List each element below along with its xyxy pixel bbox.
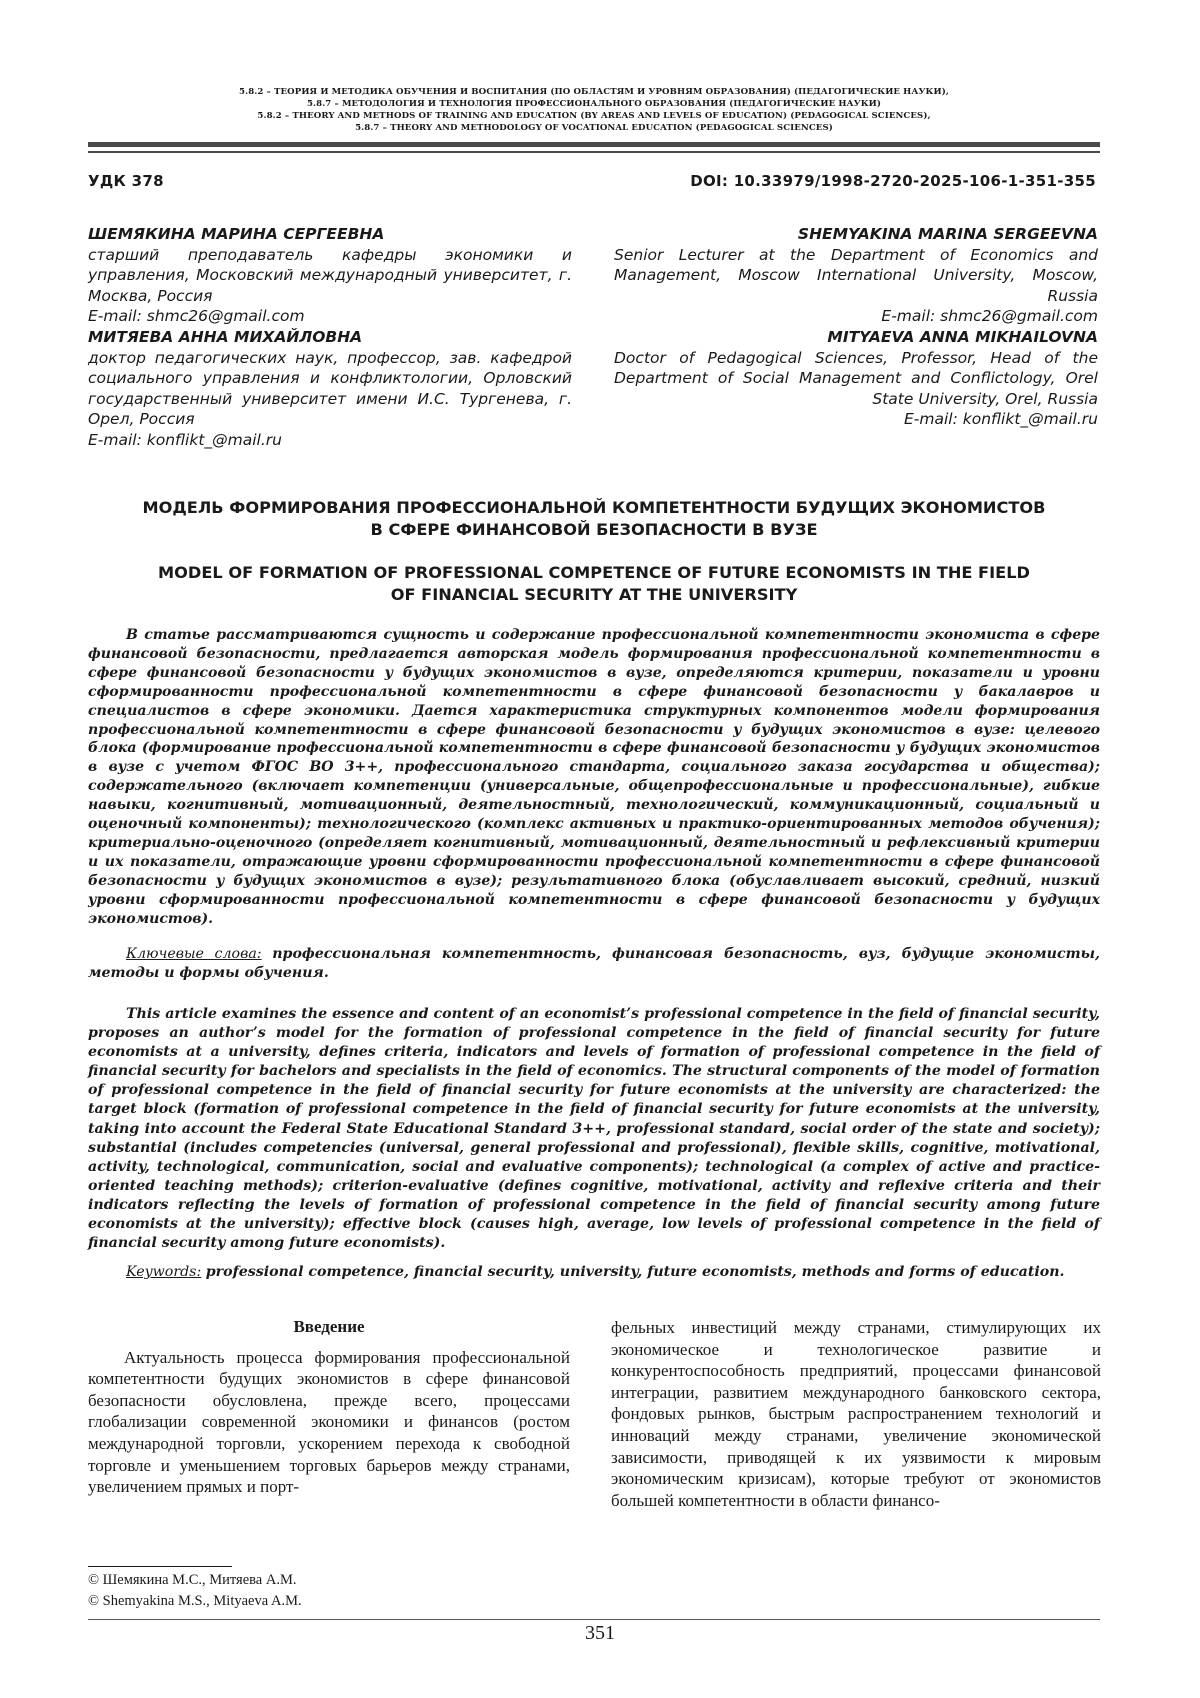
keywords-label: Ключевые слова: xyxy=(126,946,262,962)
author-email[interactable]: E-mail: shmc26@gmail.com xyxy=(88,307,305,326)
rubric-line: 5.8.2 – ТЕОРИЯ И МЕТОДИКА ОБУЧЕНИЯ И ВОСПИТАНИЯ (ПО ОБЛАСТЯМ И УРОВНЯМ ОБРАЗОВАНИЯ) (ПЕДАГОГИЧЕСКИЕ НАУКИ), xyxy=(239,87,949,97)
rubric-line: 5.8.7 – МЕТОДОЛОГИЯ И ТЕХНОЛОГИЯ ПРОФЕССИОНАЛЬНОГО ОБРАЗОВАНИЯ (ПЕДАГОГИЧЕСКИЕ НАУКИ) xyxy=(306,99,882,109)
author-affiliation: Doctor of Pedagogical Sciences, Professor, Head of the Department of Social Management and Conflictology, Orel State University, Orel, Russia xyxy=(614,348,1098,408)
page-number: 351 xyxy=(585,1622,615,1644)
author-email[interactable]: E-mail: konflikt_@mail.ru xyxy=(904,410,1098,429)
keywords-en xyxy=(88,1263,1100,1282)
author-affiliation: доктор педагогических наук, профессор, зав. кафедрой социального управления и конфликтологии, Орловский государственный университет имени И.С. Тургенева, г. Орел, Россия xyxy=(88,348,572,429)
body-column-right xyxy=(611,1317,1101,1511)
rubric-line: 5.8.7 – THEORY AND METHODOLOGY OF VOCATIONAL EDUCATION (PEDAGOGICAL SCIENCES) xyxy=(355,123,833,133)
header-rule-thick xyxy=(88,142,1100,147)
keywords-label: Keywords: xyxy=(126,1264,202,1280)
author-email[interactable]: E-mail: shmc26@gmail.com xyxy=(881,307,1098,326)
body-paragraph: Актуальность процесса формирования профессиональной компетентности будущих экономистов в сфере финансовой безопасности обусловлена, прежде всего, процессами глобализации современной экономики и финансов (ростом международной торговли, ускорением перехода к свободной торговле и уменьшением торговых барьеров между странами, увеличением прямых и порт- xyxy=(88,1347,570,1497)
doi-link[interactable]: DOI: 10.33979/1998-2720-2025-106-1-351-355 xyxy=(690,172,1096,190)
author-affiliation: Senior Lecturer at the Department of Economics and Management, Moscow International University, Moscow, Russia xyxy=(614,245,1098,305)
header-rule-thin xyxy=(88,151,1100,153)
keywords-ru xyxy=(88,945,1100,983)
udk-code: УДК 378 xyxy=(88,172,164,190)
keywords-value: профессиональная компетентность, финансовая безопасность, вуз, будущие экономисты, методы и формы обучения. xyxy=(88,946,1100,981)
rubric-header xyxy=(88,86,1100,134)
copyright-en: © Shemyakina M.S., Mityaeva A.M. xyxy=(88,1593,302,1609)
body-column-left xyxy=(88,1316,570,1498)
title-line: MODEL OF FORMATION OF PROFESSIONAL COMPETENCE OF FUTURE ECONOMISTS IN THE FIELD xyxy=(158,563,1030,582)
authors-en xyxy=(614,224,1098,430)
article-title-en xyxy=(88,562,1100,606)
footnote-rule xyxy=(88,1566,232,1567)
article-title-ru xyxy=(88,497,1100,541)
author-affiliation: старший преподаватель кафедры экономики и управления, Московский международный университет, г. Москва, Россия xyxy=(88,245,572,305)
author-name: МИТЯЕВА АННА МИХАЙЛОВНА xyxy=(88,327,363,346)
authors-ru xyxy=(88,224,572,451)
copyright-ru: © Шемякина М.С., Митяева А.М. xyxy=(88,1572,297,1588)
author-email[interactable]: E-mail: konflikt_@mail.ru xyxy=(88,430,282,449)
section-heading: Введение xyxy=(293,1317,365,1336)
abstract-en: This article examines the essence and content of an economist’s professional competence in the field of financial security, proposes an author’s model for the formation of professional competence in the field of financial security for future economists at a university, defines criteria, indicators and levels of formation of professional competence in the field of financial security for bachelors and specialists in the field of economics. The structural components of the model of formation of professional competence in the field of financial security for future economists at the university are characterized: the target block (formation of professional competence in the field of financial security for future economists at the university, taking into account the Federal State Educational Standard 3++, professional standard, social order of the state and society); substantial (includes competencies (universal, general professional and professional), flexible skills, cognitive, motivational, activity, technological, communication, social and evaluative components); technological (a complex of active and practice-oriented teaching methods); criterion-evaluative (defines cognitive, motivational, activity and reflexive criteria and their indicators reflecting the levels of formation of professional competence in the field of financial security among future economists at the university); effective block (causes high, average, low levels of professional competence in the field of financial security among future economists). xyxy=(88,1006,1100,1252)
title-line: В СФЕРЕ ФИНАНСОВОЙ БЕЗОПАСНОСТИ В ВУЗЕ xyxy=(370,520,818,539)
abstract-ru: В статье рассматриваются сущность и содержание профессиональной компетентности экономиста в сфере финансовой безопасности, предлагается авторская модель формирования профессиональной компетентности в сфере финансовой безопасности у будущих экономистов в вузе, определяются критерии, показатели и уровни сформированности профессиональной компетентности в сфере финансовой безопасности у бакалавров и специалистов в сфере экономики. Дается характеристика структурных компонентов модели формирования профессиональной компетентности в сфере финансовой безопасности у будущих экономистов в вузе: целевого блока (формирование профессиональной компетентности в сфере финансовой безопасности у будущих экономистов в вузе с учетом ФГОС ВО 3++, профессионального стандарта, социального заказа государства и общества); содержательного (включает компетенции (универсальные, общепрофессиональные и профессиональные), гибкие навыки, когнитивный, мотивационный, деятельностный, технологический, коммуникационный, социальный и оценочный компоненты); технологического (комплекс активных и практико-ориентированных методов обучения); критериально-оценочного (определяет когнитивный, мотивационный, деятельностный и рефлексивный критерии и их показатели, отражающие уровни сформированности профессиональной компетентности в сфере финансовой безопасности у будущих экономистов в вузе); результативного блока (обуславливает высокий, средний, низкий уровни сформированности профессиональной компетентности в сфере финансовой безопасности у будущих экономистов). xyxy=(88,627,1100,927)
title-line: МОДЕЛЬ ФОРМИРОВАНИЯ ПРОФЕССИОНАЛЬНОЙ КОМПЕТЕНТНОСТИ БУДУЩИХ ЭКОНОМИСТОВ xyxy=(142,498,1046,517)
author-name: SHEMYAKINA MARINA SERGEEVNA xyxy=(797,225,1098,243)
keywords-value: professional competence, financial security, university, future economists, methods and forms of education. xyxy=(205,1264,1065,1280)
rubric-line: 5.8.2 – THEORY AND METHODS OF TRAINING AND EDUCATION (BY AREAS AND LEVELS OF EDUCATION) (PEDAGOGICAL SCIENCES), xyxy=(257,111,931,121)
author-name: ШЕМЯКИНА МАРИНА СЕРГЕЕВНА xyxy=(88,225,385,243)
title-line: OF FINANCIAL SECURITY AT THE UNIVERSITY xyxy=(390,585,798,604)
author-name: MITYAEVA ANNA MIKHAILOVNA xyxy=(827,327,1098,346)
body-paragraph: фельных инвестиций между странами, стимулирующих их экономическое и технологическое развитие и конкурентоспособность предприятий, процессами финансовой интеграции, развитием международного банковского сектора, фондовых рынков, быстрым распространением технологий и инноваций между странами, увеличение экономической зависимости, приводящей к их уязвимости к мировым экономическим кризисам), которые требуют от экономистов большей компетентности в области финансо- xyxy=(611,1318,1101,1510)
footer-rule xyxy=(88,1619,1100,1620)
